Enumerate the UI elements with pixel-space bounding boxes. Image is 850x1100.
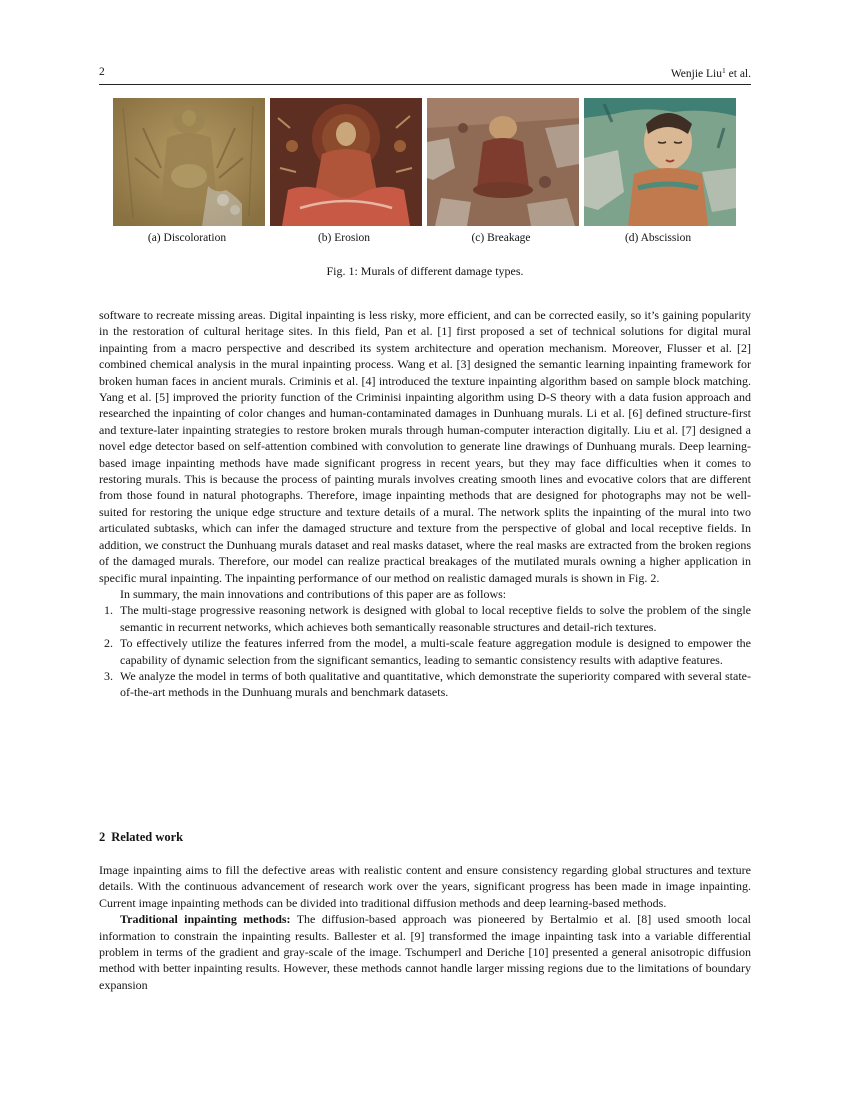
paragraph-text: The diffusion-based approach was pioneered by Bertalmio et al. [8] used smooth local information to constrain the inpainting results. Ballester et al. [9] transformed the image inpainting task into a variable differential problem in terms of the gradient and gray-scale of the image. Tschumperl and Deriche [10] presented a general anisotropic diffusion method with better inpainting results. However, these methods cannot handle larger missing regions due to the limitations of boundary expansion — [99, 912, 752, 992]
section-heading — [99, 830, 183, 845]
paragraph — [99, 911, 751, 993]
mural-image-abscission — [584, 98, 736, 226]
run-in-heading: Traditional inpainting methods: — [120, 912, 291, 927]
list-item-text: To effectively utilize the features inferred from the model, a multi-scale feature aggregation module is designed to empower the capability of dynamic selection from the significant semantics, leading to semantic consistency results with adaptive features. — [120, 636, 751, 667]
section-number: 2 — [99, 830, 106, 844]
section-2-text — [99, 862, 751, 993]
list-item-text: We analyze the model in terms of both qualitative and quantitative, which demonstrate the superiority compared with several state-of-the-art methods in the Dunhuang murals and benchmark datasets. — [120, 668, 751, 700]
subfigure-label: (a) Discoloration — [147, 232, 227, 244]
paragraph: In summary, the main innovations and contributions of this paper are as follows: — [120, 586, 507, 601]
list-item — [99, 668, 751, 701]
page-number: 2 — [99, 66, 105, 78]
figure-caption: Fig. 1: Murals of different damage types. — [326, 264, 524, 278]
list-number: 3. — [104, 668, 113, 683]
paragraph: Image inpainting aims to fill the defective areas with realistic content and ensure consistency regarding global structures and texture details. With the continuous advancement of research work over the years, significant progress has been made in image inpainting. Current image inpainting methods can be divided into traditional diffusion methods and deep learning-based methods. — [99, 863, 751, 910]
mural-image-breakage — [427, 98, 579, 226]
list-item — [99, 635, 751, 668]
section-title: Related work — [111, 830, 184, 844]
running-author — [671, 66, 751, 80]
author-name: Wenjie Liu — [670, 68, 723, 80]
body-text — [99, 307, 751, 701]
list-number: 2. — [104, 636, 113, 651]
contributions-list — [99, 602, 751, 700]
list-item — [99, 602, 751, 635]
paragraph: software to recreate missing areas. Digital inpainting is less risky, more efficient, and can be corrected easily, so it’s gaining popularity in the restoration of cultural heritage sites. In this field, Pan et al. [1] first proposed a set of technical solutions for digital mural inpainting from a macro perspective and described its system architecture and operation mechanism. Moreover, Flusser et al. [2] combined chemical analysis in the mural inpainting process. Wang et al. [3] designed the semantic learning inpainting framework for broken human faces in ancient murals. Criminis et al. [4] introduced the texture inpainting algorithm based on sample block matching. Yang et al. [5] improved the priority function of the Criminisi inpainting algorithm using D-S theory with a data fusion approach and researched the inpainting of color changes and human-contaminated damages in Dunhuang murals. Li et al. [6] defined structure-first and texture-later inpainting strategies to restore broken murals through human-computer interaction digitally. Liu et al. [7] designed a novel edge detector based on self-attention combined with convolution to generate line drawings of Dunhuang murals. Deep learning-based image inpainting methods have made significant progress in recent years, but they may face difficulties when it comes to restoring murals. This is because the process of painting murals involves creating smooth lines and evocative colors that are different from those found in natural photographs. Therefore, image inpainting methods that are designed for photographs may not be well-suited for restoring the unique edge structure and texture details of a mural. The network splits the inpainting of the mural into two articulated subtasks, which can infer the damaged structure and texture from the perspective of global and local receptive fields. In addition, we construct the Dunhuang murals dataset and real masks dataset, where the real masks are extracted from the broken regions of the damaged murals. Therefore, our model can realize practical breakages of the mutilated murals owning a higher application in specific mural inpainting. The inpainting performance of our method on realistic damaged murals is shown in Fig. 2. — [99, 308, 751, 585]
subfigure-label: (b) Erosion — [317, 232, 371, 244]
header-rule — [99, 84, 751, 85]
subfigure-label: (d) Abscission — [624, 232, 692, 244]
author-affiliation-mark: 1 — [722, 66, 726, 75]
running-header — [99, 64, 751, 84]
mural-image-discoloration — [113, 98, 265, 226]
mural-image-erosion — [270, 98, 422, 226]
figure-1 — [0, 98, 850, 248]
list-item-text: The multi-stage progressive reasoning network is designed with global to local receptive fields to solve the problem of the single semantic in recurrent networks, which achieves both semantically reasonable structures and detail-rich textures. — [120, 603, 751, 634]
author-suffix: et al. — [725, 68, 751, 80]
list-number: 1. — [104, 603, 113, 618]
subfigure-label: (c) Breakage — [471, 232, 531, 244]
